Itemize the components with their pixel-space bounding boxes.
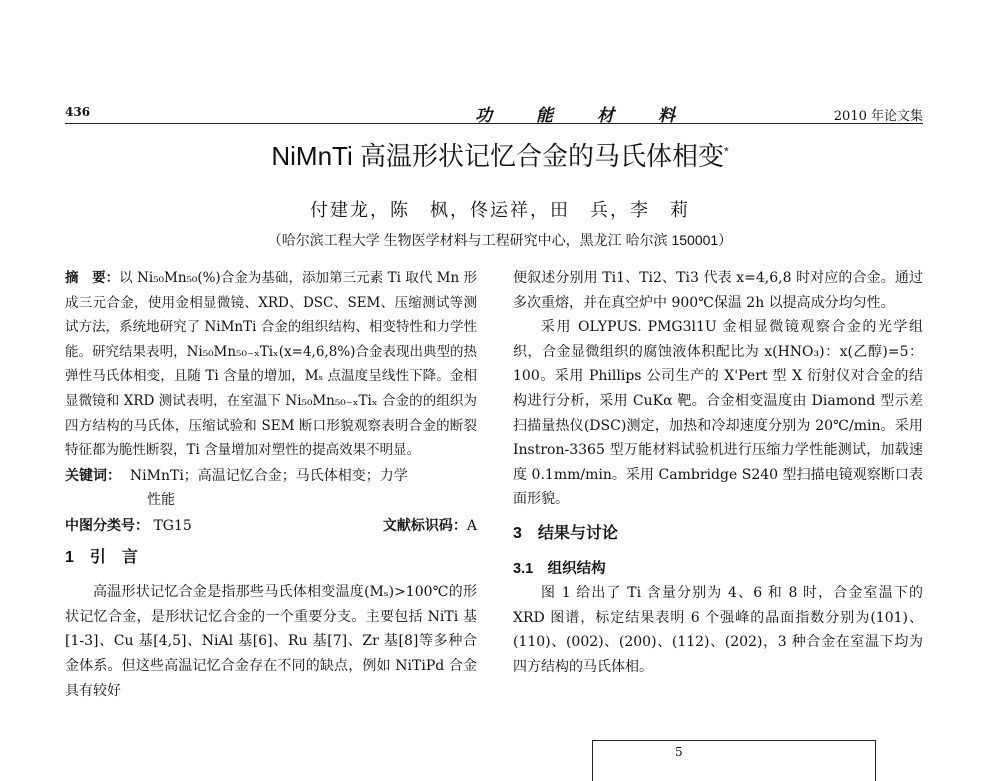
method-paragraph: 采用 OLYPUS. PMG3l1U 金相显微镜观察合金的光学组织，合金显微组织的腐蚀液体积配比为 x(HNO₃)：x(乙醇)=5：100。采用 Phillips 公司生产的 X'Pert 型 X 衍射仪对合金的结构进行分析，采用 CuKα 靶。合金相变温度由 Diamond 型示差扫描量热仪(DSC)测定，加热和冷却速度分别为 20℃/min。采用 Instron-3365 型万能材料试验机进行压缩力学性能测试，加载速度 0.1mm/min。采用 Cambridge S240 型扫描电镜观察断口表面形貌。: [513, 319, 923, 508]
classification-label: 中图分类号：: [65, 516, 149, 533]
issue-label: 2010 年论文集: [833, 109, 923, 124]
keywords: [65, 463, 477, 489]
abstract-label: 摘 要：: [65, 270, 120, 285]
paper-title-text: NiMnTi 高温形状记忆合金的马氏体相变: [271, 141, 724, 171]
abstract: [65, 266, 477, 463]
author-list: 付建龙，陈 枫，佟运祥，田 兵，李 莉: [310, 200, 690, 221]
results-paragraph: 图 1 给出了 Ti 含量分别为 4、6 和 8 时，合金室温下的 XRD 图谱，标定结果表明 6 个强峰的晶面指数分别为(101)、(110)、(002)、(200)、(112)、(202)，3 种合金在室温下均为四方结构的马氏体相。: [513, 585, 923, 675]
classification-value: TG15: [153, 517, 192, 534]
abstract-text: 以 Ni₅₀Mn₅₀(%)合金为基础，添加第三元素 Ti 取代 Mn 形成三元合金，使用金相显微镜、XRD、DSC、SEM、压缩测试等测试方法，系统地研究了 NiMnTi 合金的组织结构、相变特性和力学性能。研究结果表明，Ni₅₀Mn₅₀₋ₓTiₓ(x=4,6,8%)合金表现出典型的热弹性马氏体相变，且随 Ti 含量的增加，Mₛ 点温度呈线性下降。金相显微镜和 XRD 测试表明，在室温下 Ni₅₀Mn₅₀₋ₓTiₓ 合金的的组织为四方结构的马氏体，压缩试验和 SEM 断口形貌观察表明合金的断裂特征都为脆性断裂，Ti 含量增加对塑性的提高效果不明显。: [65, 270, 478, 459]
left-column: [65, 266, 477, 703]
intro-paragraph: 高温形状记忆合金是指那些马氏体相变温度(Mₛ)>100℃的形状记忆合金，是形状记忆合金的一个重要分支。主要包括 NiTi 基[1-3]、Cu 基[4,5]、NiAl 基[6]、Ru 基[7]、Zr 基[8]等多种合金体系。但这些高温记忆合金存在不同的缺点，例如 NiTiPd 合金具有较好: [65, 584, 477, 699]
method-paragraph-continued: 便叙述分别用 Ti1、Ti2、Ti3 代表 x=4,6,8 时对应的合金。通过多次重熔，并在真空炉中 900℃保温 2h 以提高成分均匀性。: [513, 270, 923, 311]
right-column: [513, 266, 923, 680]
page-header: [65, 103, 923, 124]
paper-title: [0, 136, 1000, 173]
page-number: 436: [65, 105, 91, 119]
section-1-heading: 1 引 言: [65, 548, 138, 566]
doc-code-value: A: [466, 517, 477, 534]
doc-code-label: 文献标识码：: [382, 516, 467, 533]
title-footnote-mark: *: [723, 144, 729, 159]
figure-1-frame: [592, 740, 876, 781]
subsection-3-1-heading: 3.1 组织结构: [513, 560, 606, 577]
keywords-line1: NiMnTi；高温记忆合金；马氏体相变；力学: [129, 467, 408, 484]
classification-row: [65, 513, 477, 538]
keywords-label: 关键词：: [65, 466, 121, 483]
doc-code: [383, 513, 477, 539]
keywords-line2: 性能: [147, 492, 175, 509]
figure-axis-tick: 5: [675, 745, 683, 759]
section-3-heading: 3 结果与讨论: [513, 524, 618, 542]
journal-name: 功能材料: [475, 106, 719, 126]
affiliation: （哈尔滨工程大学 生物医学材料与工程研究中心，黑龙江 哈尔滨 150001）: [267, 232, 733, 248]
